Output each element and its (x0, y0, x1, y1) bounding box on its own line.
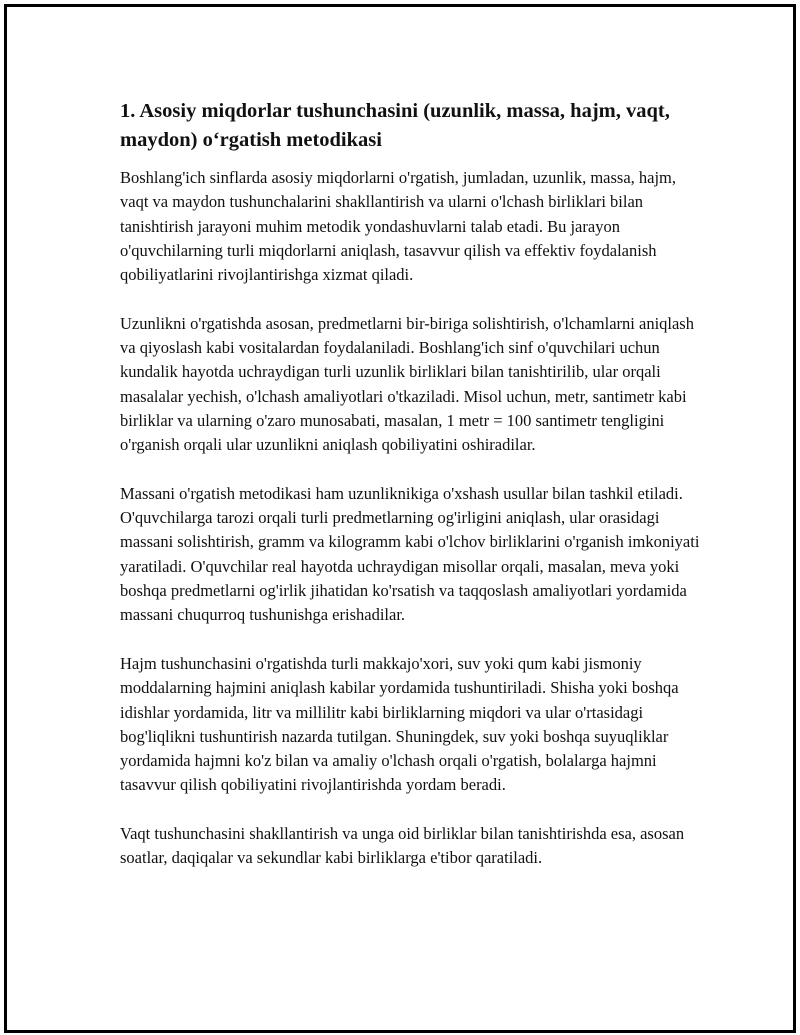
document-page (4, 4, 796, 1033)
paragraph-mass: Massani o'rgatish metodikasi ham uzunliknikiga o'xshash usullar bilan tashkil etiladi. O'quvchilarga tarozi orqali turli predmetlarning og'irligini aniqlash, ular orasidagi massani solishtirish, gramm va kilogramm kabi o'lchov birliklarini o'rganish imkoniyati yaratiladi. O'quvchilar real hayotda uchraydigan misollar orqali, masalan, meva yoki boshqa predmetlarni og'irlik jihatidan ko'rsatish va taqqoslash amaliyotlari yordamida massani chuqurroq tushunishga erishadilar. (120, 483, 700, 625)
paragraph-time: Vaqt tushunchasini shakllantirish va unga oid birliklar bilan tanishtirishda esa, asosan soatlar, daqiqalar va sekundlar kabi birliklarga e'tibor qaratiladi. (120, 824, 685, 868)
document-body (120, 97, 700, 895)
paragraph-intro: Boshlang'ich sinflarda asosiy miqdorlarni o'rgatish, jumladan, uzunlik, massa, hajm, vaqt va maydon tushunchalarini shakllantirish va ularni o'lchash birliklari bilan tanishtirish jarayoni muhim metodik yondashuvlarni talab etadi. Bu jarayon o'quvchilarning turli miqdorlarni aniqlash, tasavvur qilish va effektiv foydalanish qobiliyatlarini rivojlantirishga xizmat qiladi. (120, 168, 677, 285)
paragraph-volume: Hajm tushunchasini o'rgatishda turli makkajo'xori, suv yoki qum kabi jismoniy moddalarning hajmini aniqlash kabilar yordamida tushuntiriladi. Shisha yoki boshqa idishlar yordamida, litr va millilitr kabi birliklarning miqdori va ular o'rtasidagi bog'liqlikni tushuntirish nazarda tutilgan. Shuningdek, suv yoki boshqa suyuqliklar yordamida hajmni ko'z bilan va amaliy o'lchash orqali o'rgatish, bolalarga hajmni tasavvur qilish qobiliyatini rivojlantirishda yordam beradi. (120, 653, 679, 795)
section-heading: 1. Asosiy miqdorlar tushunchasini (uzunlik, massa, hajm, vaqt, maydon) o‘rgatish metodikasi (120, 100, 670, 151)
paragraph-length: Uzunlikni o'rgatishda asosan, predmetlarni bir-biriga solishtirish, o'lchamlarni aniqlash va qiyoslash kabi vositalardan foydalaniladi. Boshlang'ich sinf o'quvchilari uchun kundalik hayotda uchraydigan turli uzunlik birliklari bilan tanishtirilib, ular orqali masalalar yechish, o'lchash amaliyotlari o'tkaziladi. Misol uchun, metr, santimetr kabi birliklar va ularning o'zaro munosabati, masalan, 1 metr = 100 santimetr tengligini o'rganish orqali ular uzunlikni aniqlash qobiliyatini oshiradilar. (120, 313, 694, 455)
